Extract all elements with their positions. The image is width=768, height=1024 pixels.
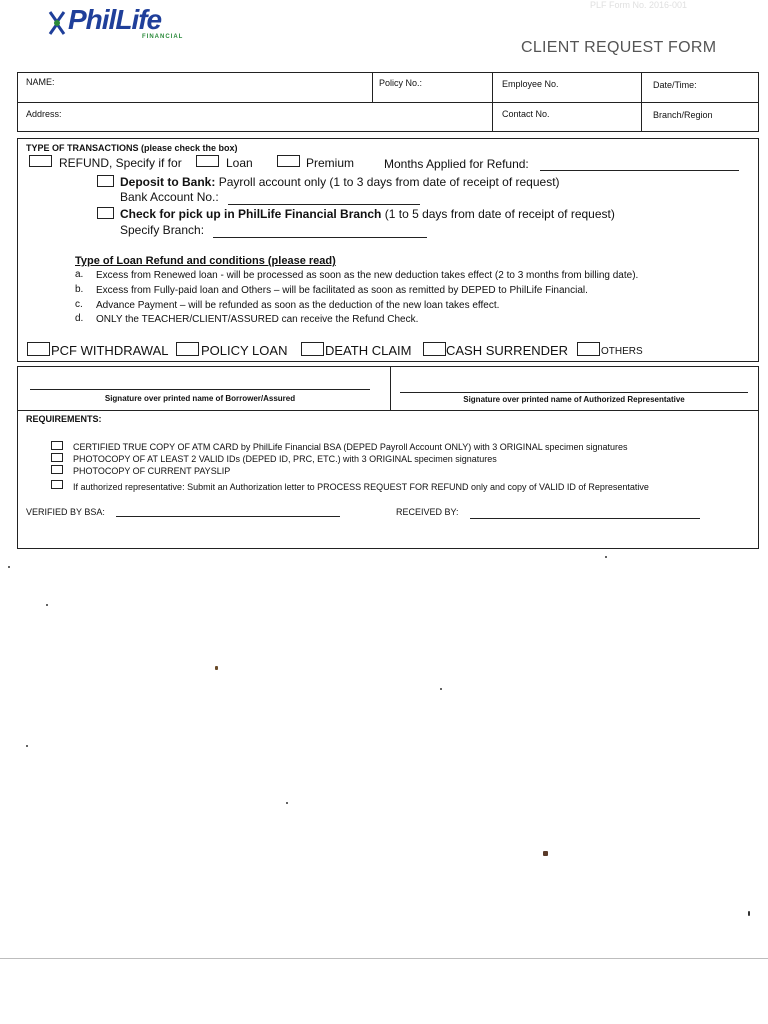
bank-account-label: Bank Account No.:: [120, 190, 219, 204]
brand-name: PhilLife: [68, 4, 162, 35]
transactions-heading: TYPE OF TRANSACTIONS (please check the box): [26, 143, 238, 153]
requirements-box: [17, 410, 759, 549]
contact-no-field[interactable]: Contact No.: [502, 109, 550, 119]
check-pickup-desc: (1 to 5 days from date of receipt of request): [384, 207, 615, 221]
representative-signature-line[interactable]: [400, 392, 748, 393]
others-label: OTHERS: [601, 346, 643, 357]
req-atm-checkbox[interactable]: [51, 441, 63, 450]
req-atm-text: CERTIFIED TRUE COPY OF ATM CARD by PhilLife Financial BSA (DEPED Payroll Account ONLY) with 3 ORIGINAL specimen signatures: [73, 442, 628, 452]
loan-label: Loan: [226, 156, 253, 170]
check-pickup-checkbox[interactable]: [97, 207, 114, 219]
verified-by-line[interactable]: [116, 516, 340, 517]
form-title: CLIENT REQUEST FORM: [521, 39, 717, 56]
condition-d-text: ONLY the TEACHER/CLIENT/ASSURED can receive the Refund Check.: [96, 314, 419, 325]
check-pickup-label: Check for pick up in PhilLife Financial Branch: [120, 207, 382, 221]
check-pickup-line: [120, 207, 615, 221]
condition-c-letter: c.: [75, 299, 83, 310]
req-authorization-checkbox[interactable]: [51, 480, 63, 489]
refund-label: REFUND, Specify if for: [59, 156, 182, 170]
specify-branch-label: Specify Branch:: [120, 223, 205, 237]
condition-a-letter: a.: [75, 269, 84, 280]
req-payslip-checkbox[interactable]: [51, 465, 63, 474]
branch-region-field[interactable]: Branch/Region: [653, 110, 713, 120]
req-payslip-text: PHOTOCOPY OF CURRENT PAYSLIP: [73, 466, 231, 476]
policy-no-field[interactable]: Policy No.:: [379, 78, 423, 88]
others-checkbox[interactable]: [577, 342, 600, 356]
deposit-label: Deposit to Bank:: [120, 175, 216, 189]
received-by-line[interactable]: [470, 518, 700, 519]
refund-checkbox[interactable]: [29, 155, 52, 167]
policy-loan-label: POLICY LOAN: [201, 343, 288, 358]
condition-d-letter: d.: [75, 313, 84, 324]
premium-checkbox[interactable]: [277, 155, 300, 167]
bank-account-line[interactable]: [228, 204, 420, 205]
transactions-box: [17, 138, 759, 362]
employee-no-field[interactable]: Employee No.: [502, 79, 559, 89]
condition-a-text: Excess from Renewed loan - will be processed as soon as the new deduction takes effect (2 to 3 months from billing date).: [96, 270, 639, 281]
form-number: PLF Form No. 2016-001: [590, 0, 688, 10]
months-applied-label: Months Applied for Refund:: [384, 157, 529, 171]
death-claim-label: DEATH CLAIM: [325, 343, 412, 358]
verified-by-label: VERIFIED BY BSA:: [26, 507, 105, 517]
borrower-signature-caption: Signature over printed name of Borrower/Assured: [104, 394, 296, 403]
req-authorization-text: If authorized representative: Submit an Authorization letter to PROCESS REQUEST FOR REFUND only and copy of VALID ID of Representative: [73, 482, 649, 492]
cash-surrender-checkbox[interactable]: [423, 342, 446, 356]
date-time-field[interactable]: Date/Time:: [653, 80, 697, 90]
condition-b-text: Excess from Fully-paid loan and Others – will be facilitated as soon as remitted by DEPED to PhilLife Financial.: [96, 285, 588, 296]
deposit-desc: Payroll account only (1 to 3 days from date of receipt of request): [218, 175, 560, 189]
philLife-logo-icon: [48, 10, 66, 36]
borrower-signature-line[interactable]: [30, 389, 370, 390]
req-ids-text: PHOTOCOPY OF AT LEAST 2 VALID IDs (DEPED ID, PRC, ETC.) with 3 ORIGINAL specimen signatures: [73, 454, 497, 464]
loan-checkbox[interactable]: [196, 155, 219, 167]
pcf-withdrawal-label: PCF WITHDRAWAL: [51, 343, 169, 358]
deposit-line: [120, 175, 560, 189]
condition-b-letter: b.: [75, 284, 84, 295]
address-field[interactable]: Address:: [26, 109, 62, 119]
requirements-heading: REQUIREMENTS:: [26, 414, 102, 424]
representative-signature-caption: Signature over printed name of Authorized Representative: [463, 395, 685, 404]
death-claim-checkbox[interactable]: [301, 342, 324, 356]
cash-surrender-label: CASH SURRENDER: [446, 343, 569, 358]
name-field[interactable]: NAME:: [26, 77, 55, 87]
loan-refund-heading: Type of Loan Refund and conditions (please read): [75, 255, 336, 267]
req-ids-checkbox[interactable]: [51, 453, 63, 462]
brand-subtitle: FINANCIAL: [142, 34, 184, 40]
received-by-label: RECEIVED BY:: [396, 507, 459, 517]
premium-label: Premium: [306, 156, 355, 170]
philLife-logo: [48, 4, 188, 40]
policy-loan-checkbox[interactable]: [176, 342, 199, 356]
condition-c-text: Advance Payment – will be refunded as soon as the deduction of the new loan takes effect.: [96, 300, 500, 311]
deposit-checkbox[interactable]: [97, 175, 114, 187]
specify-branch-line[interactable]: [213, 237, 427, 238]
months-applied-line[interactable]: [540, 170, 739, 171]
pcf-withdrawal-checkbox[interactable]: [27, 342, 50, 356]
